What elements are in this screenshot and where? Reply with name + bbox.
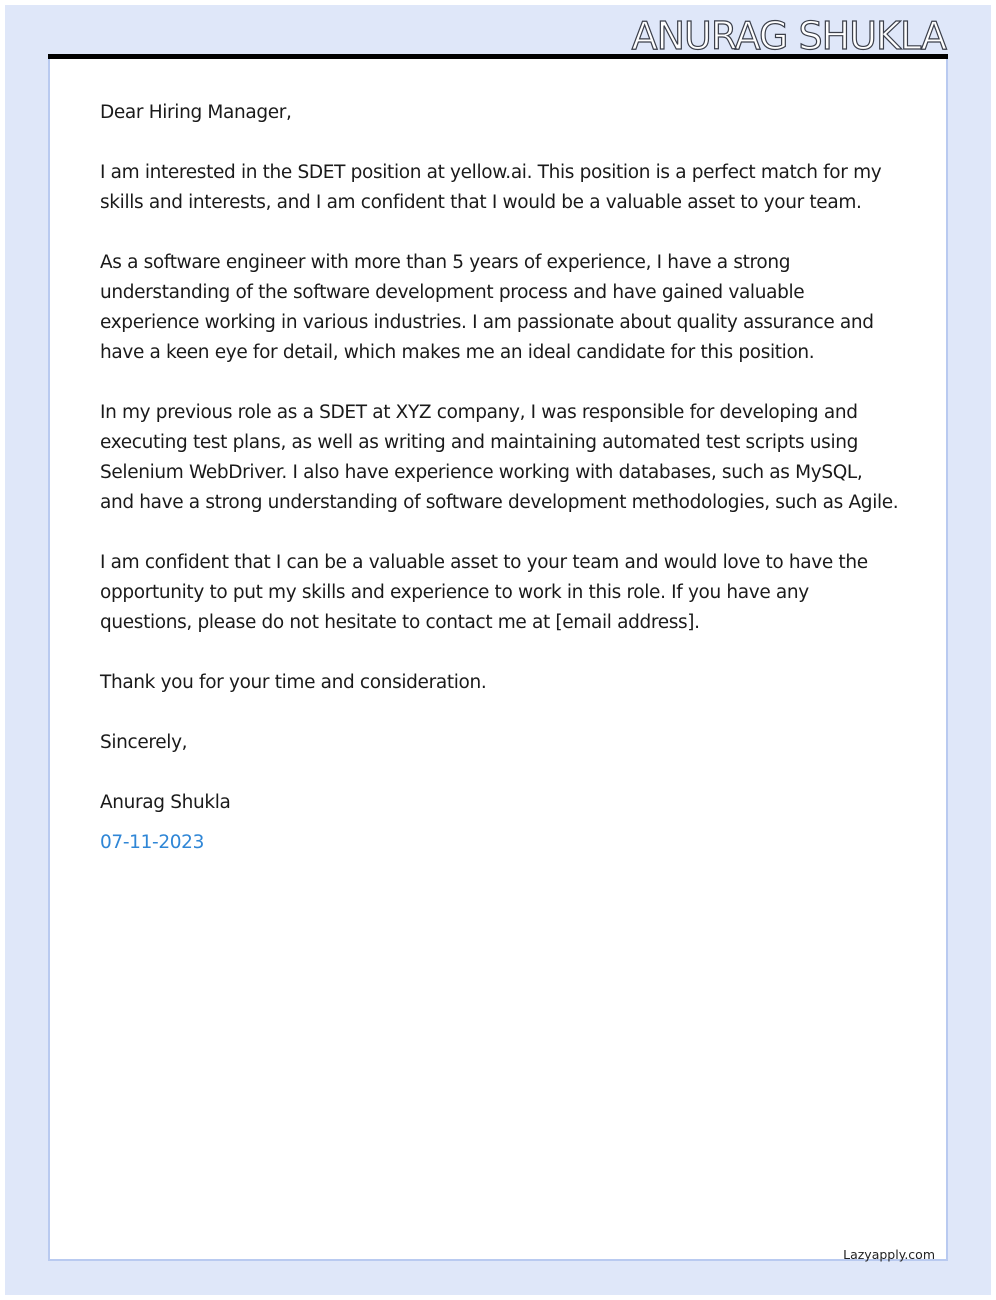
applicant-name-heading: ANURAG SHUKLA: [631, 14, 946, 58]
signature-name: Anurag Shukla: [100, 792, 231, 813]
paragraph-previous-role: In my previous role as a SDET at XYZ company, I was responsible for developing and executing test plans, as well as writing and maintaining automated test scripts using Selenium WebDriver. I also have experience working with databases, such as MySQL, and have a strong understanding of software development methodologies, such as Agile.: [100, 402, 899, 513]
paragraph-closing-pitch: I am confident that I can be a valuable asset to your team and would love to have the opportunity to put my skills and experience to work in this role. If you have any questions, please do not hesitate to contact me at [email address].: [100, 552, 868, 633]
salutation: Dear Hiring Manager,: [100, 102, 292, 123]
letter-date: 07-11-2023: [100, 832, 205, 853]
closing: Sincerely,: [100, 732, 188, 753]
paragraph-intro: I am interested in the SDET position at yellow.ai. This position is a perfect match for my skills and interests, and I am confident that I would be a valuable asset to your team.: [100, 162, 882, 213]
paragraph-experience: As a software engineer with more than 5 years of experience, I have a strong understanding of the software development process and have gained valuable experience working in various industries. I am passionate about quality assurance and have a keen eye for detail, which makes me an ideal candidate for this position.: [100, 252, 874, 363]
watermark: Lazyapply.com: [843, 1247, 935, 1262]
letter-body: [100, 98, 900, 858]
paragraph-thanks: Thank you for your time and consideration.: [100, 672, 487, 693]
